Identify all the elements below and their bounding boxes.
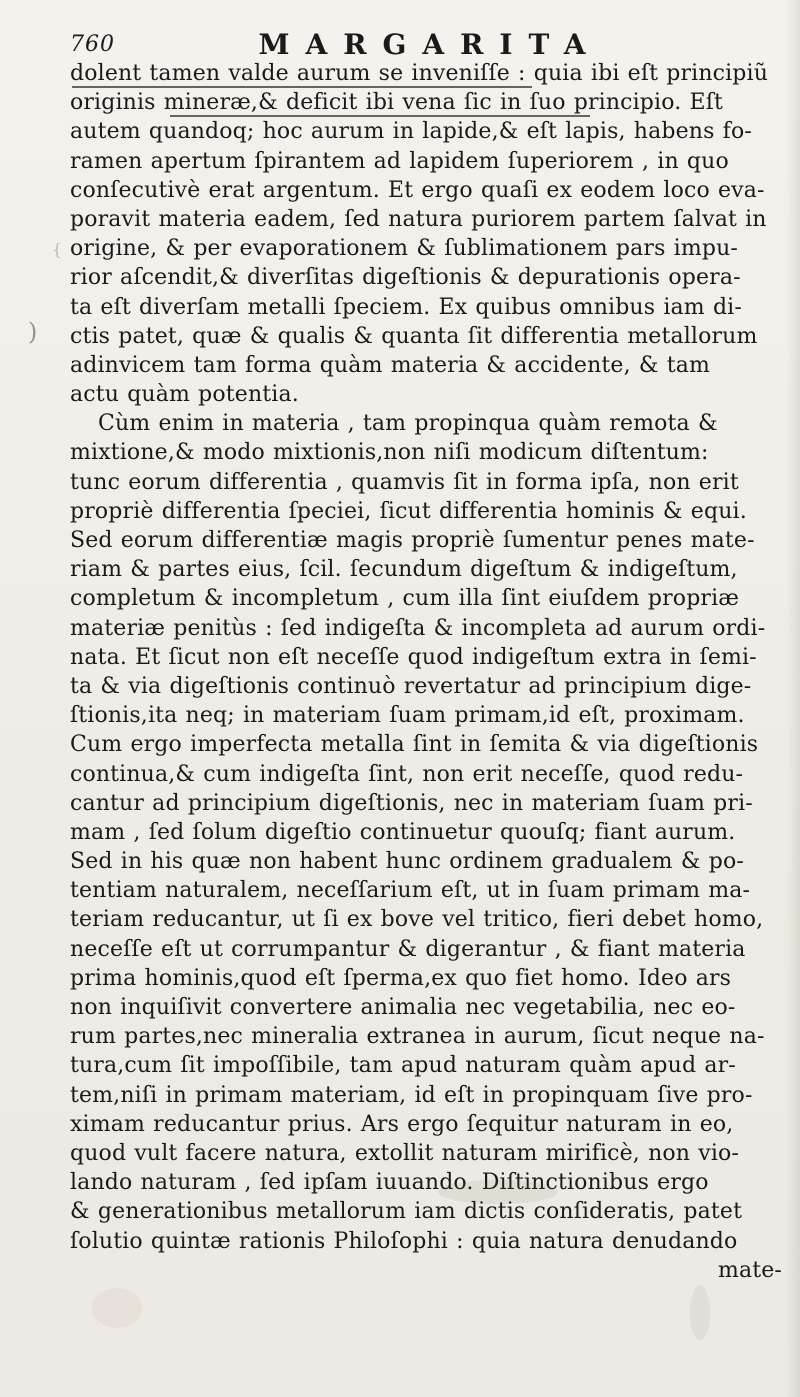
catchword: mate- bbox=[717, 1257, 782, 1283]
text-line: ximam reducantur prius. Ars ergo ſequitur naturam in eo, bbox=[70, 1111, 734, 1137]
text-line: ramen apertum ſpirantem ad lapidem ſuperiorem , in quo bbox=[70, 148, 729, 174]
margin-mark: ) bbox=[28, 318, 38, 346]
text-line: neceſſe eſt ut corrumpantur & digerantur , & fiant materia bbox=[70, 936, 746, 962]
text-line: rior aſcendit,& diverſitas digeſtionis & depurationis opera- bbox=[70, 265, 741, 291]
text-line: poravit materia eadem, ſed natura puriorem partem ſalvat in bbox=[70, 206, 767, 232]
margin-mark: { bbox=[52, 240, 63, 259]
text-line: teriam reducantur, ut ſi ex bove vel tritico, fieri debet homo, bbox=[70, 907, 764, 933]
text-line: tentiam naturalem, neceſſarium eſt, ut in ſuam primam ma- bbox=[70, 878, 751, 904]
text-line: rum partes,nec mineralia extranea in aurum, ſicut neque na- bbox=[70, 1024, 765, 1050]
paper-stain bbox=[690, 1285, 710, 1340]
text-line: tem,niſi in primam materiam, id eſt in propinquam ſive pro- bbox=[70, 1082, 753, 1108]
paragraph-start-line: Cùm enim in materia , tam propinqua quàm remota & bbox=[98, 411, 718, 437]
text-line: propriè differentia ſpeciei, ſicut differentia hominis & equi. bbox=[70, 498, 747, 524]
text-line: Cum ergo imperfecta metalla ſint in ſemita & via digeſtionis bbox=[70, 732, 759, 758]
text-line: ſolutio quintæ rationis Philoſophi : quia natura denudando bbox=[70, 1228, 738, 1254]
text-line: ſtionis,ita neq; in materiam ſuam primam,id eſt, proximam. bbox=[70, 703, 745, 729]
text-line: tura,cum ſit impoſſibile, tam apud naturam quàm apud ar- bbox=[70, 1053, 736, 1079]
text-line: autem quandoq; hoc aurum in lapide,& eſt lapis, habens fo- bbox=[70, 119, 752, 145]
text-line: cantur ad principium digeſtionis, nec in materiam ſuam pri- bbox=[70, 790, 753, 816]
paper-stain bbox=[92, 1288, 142, 1328]
text-line: tunc eorum differentia , quamvis ſit in forma ipſa, non erit bbox=[70, 469, 739, 495]
text-line: completum & incompletum , cum illa ſint eiuſdem propriæ bbox=[70, 586, 740, 612]
text-line: mam , ſed ſolum digeſtio continuetur quouſq; fiant aurum. bbox=[70, 819, 736, 845]
text-line: originis mineræ,& deficit ibi vena ſic in ſuo principio. Eſt bbox=[70, 90, 724, 116]
running-title: MARGARITA bbox=[258, 28, 602, 61]
text-line: conſecutivè erat argentum. Et ergo quaſi ex eodem loco eva- bbox=[70, 177, 765, 203]
text-line: prima hominis,quod eſt ſperma,ex quo fiet homo. Ideo ars bbox=[70, 965, 732, 991]
text-line: lando naturam , ſed ipſam iuuando. Diſtinctionibus ergo bbox=[70, 1170, 709, 1196]
page-number: 760 bbox=[70, 32, 115, 57]
text-line: actu quàm potentia. bbox=[70, 382, 299, 408]
text-line: ctis patet, quæ & qualis & quanta ſit differentia metallorum bbox=[70, 323, 758, 349]
text-line: non inquiſivit convertere animalia nec vegetabilia, nec eo- bbox=[70, 995, 736, 1020]
text-line: continua,& cum indigeſta ſint, non erit neceſſe, quod redu- bbox=[70, 761, 744, 787]
text-line: materiæ penitùs : ſed indigeſta & incompleta ad aurum ordi- bbox=[70, 615, 766, 641]
paper-stain bbox=[438, 1180, 558, 1204]
text-line: Sed in his quæ non habent hunc ordinem gradualem & po- bbox=[70, 849, 744, 875]
text-line: ta eſt diverſam metalli ſpeciem. Ex quibus omnibus iam di- bbox=[70, 294, 742, 320]
page-header bbox=[70, 28, 790, 60]
text-line: & generationibus metallorum iam dictis conſideratis, patet bbox=[70, 1199, 743, 1225]
body-text bbox=[70, 59, 790, 1379]
text-line: ta & via digeſtionis continuò revertatur ad principium dige- bbox=[70, 673, 752, 699]
text-line: riam & partes eius, ſcil. ſecundum digeſtum & indigeſtum, bbox=[70, 557, 738, 583]
text-line: Sed eorum differentiæ magis propriè ſumentur penes mate- bbox=[70, 528, 755, 553]
text-line: origine, & per evaporationem & ſublimationem pars impu- bbox=[70, 236, 738, 262]
text-line: mixtione,& modo mixtionis,non niſi modicum diſtentum: bbox=[70, 440, 709, 466]
text-line: quod vult facere natura, extollit naturam mirificè, non vio- bbox=[70, 1140, 739, 1166]
text-line: adinvicem tam forma quàm materia & accidente, & tam bbox=[70, 352, 711, 378]
text-line: nata. Et ſicut non eſt neceſſe quod indigeſtum extra in ſemi- bbox=[70, 644, 757, 670]
text-line: dolent tamen valde aurum se inveniſſe : quia ibi eſt principiũ bbox=[70, 61, 769, 86]
